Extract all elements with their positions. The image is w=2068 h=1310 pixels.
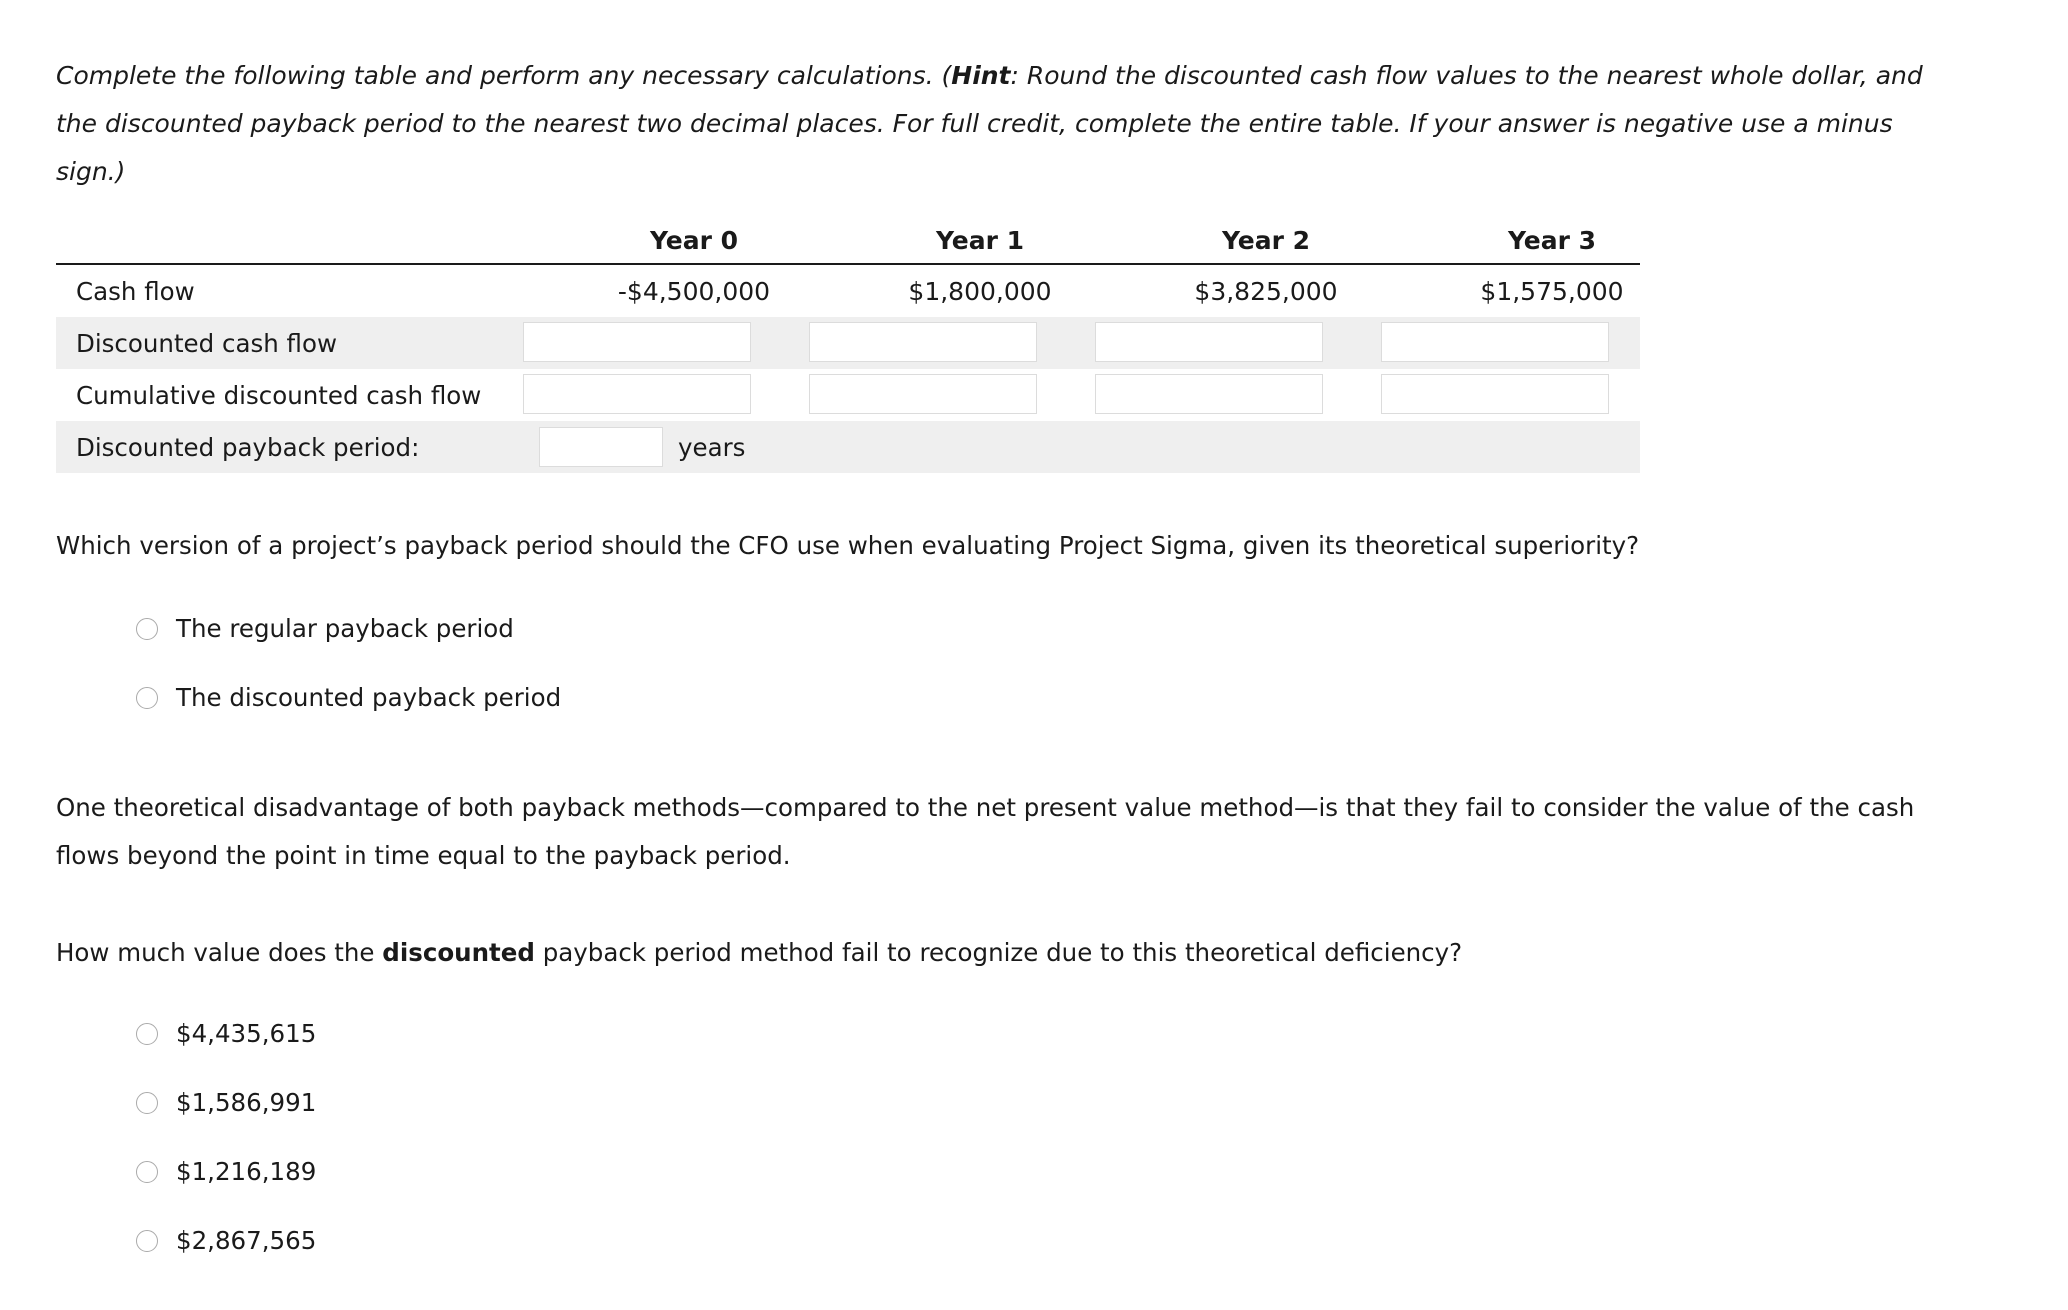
- cash-flow-row: [56, 265, 1640, 317]
- question-1-text: Which version of a project’s payback period should the CFO use when evaluating Project Sigma, given its theoretical superiority?: [56, 531, 1640, 560]
- payback-unit-label: years: [678, 433, 746, 462]
- discounted-cash-flow-label: Discounted cash flow: [76, 329, 337, 358]
- discounted-cash-flow-row: [56, 317, 1640, 369]
- radio-button[interactable]: [136, 1161, 158, 1183]
- header-year-2: Year 2: [1221, 226, 1311, 255]
- header-year-0: Year 0: [649, 226, 739, 255]
- radio-button[interactable]: [136, 618, 158, 640]
- cumulative-cash-flow-year-0-input[interactable]: [523, 374, 751, 414]
- cash-flow-table: [56, 218, 1640, 474]
- instructions: [56, 52, 1956, 196]
- disadvantage-paragraph: [56, 784, 1956, 880]
- cumulative-discounted-cash-flow-row: [56, 369, 1640, 421]
- radio-button[interactable]: [136, 1092, 158, 1114]
- hint-label: Hint: [951, 61, 1011, 90]
- discounted-cash-flow-year-1-input[interactable]: [809, 322, 1037, 362]
- cumulative-cash-flow-year-2-input[interactable]: [1095, 374, 1323, 414]
- discounted-emphasis: discounted: [382, 938, 535, 967]
- cash-flow-year-2: $3,825,000: [1194, 277, 1338, 306]
- discounted-cash-flow-year-2-input[interactable]: [1095, 322, 1323, 362]
- cumulative-cash-flow-year-3-input[interactable]: [1381, 374, 1609, 414]
- q1-option-label: The discounted payback period: [176, 683, 562, 712]
- paragraph-line-2: flows beyond the point in time equal to the payback period.: [56, 841, 791, 870]
- paragraph-line-1: One theoretical disadvantage of both payback methods—compared to the net present value method—is that they fail to consider the value of the cash: [56, 793, 1915, 822]
- radio-button[interactable]: [136, 1023, 158, 1045]
- discounted-cash-flow-year-3-input[interactable]: [1381, 322, 1609, 362]
- q1-option-label: The regular payback period: [176, 614, 514, 643]
- cash-flow-year-3: $1,575,000: [1480, 277, 1624, 306]
- instructions-line-1: Complete the following table and perform any necessary calculations. (Hint: Round the discounted cash flow values to the nearest whole dollar, and: [56, 61, 1923, 90]
- table-header: [56, 218, 1640, 264]
- q2-option-label: $1,586,991: [176, 1088, 317, 1117]
- instructions-line-2: the discounted payback period to the nearest two decimal places. For full credit, complete the entire table. If your answer is negative use a minus: [56, 109, 1893, 138]
- cumulative-discounted-cash-flow-label: Cumulative discounted cash flow: [76, 381, 482, 410]
- discounted-payback-period-input[interactable]: [539, 427, 663, 467]
- discounted-payback-period-row: [56, 421, 1640, 473]
- q2-option-label: $4,435,615: [176, 1019, 317, 1048]
- discounted-payback-period-label: Discounted payback period:: [76, 433, 420, 462]
- cumulative-cash-flow-year-1-input[interactable]: [809, 374, 1037, 414]
- header-year-1: Year 1: [935, 226, 1025, 255]
- question-2-text: How much value does the discounted payback period method fail to recognize due to this theoretical deficiency?: [56, 938, 1463, 967]
- header-year-3: Year 3: [1507, 226, 1597, 255]
- q2-option-label: $1,216,189: [176, 1157, 317, 1186]
- cash-flow-label: Cash flow: [76, 277, 195, 306]
- discounted-cash-flow-year-0-input[interactable]: [523, 322, 751, 362]
- q2-option-label: $2,867,565: [176, 1226, 317, 1255]
- instructions-line-3: sign.): [56, 157, 126, 186]
- radio-button[interactable]: [136, 687, 158, 709]
- cash-flow-year-0: -$4,500,000: [617, 277, 771, 306]
- radio-button[interactable]: [136, 1230, 158, 1252]
- cash-flow-year-1: $1,800,000: [908, 277, 1052, 306]
